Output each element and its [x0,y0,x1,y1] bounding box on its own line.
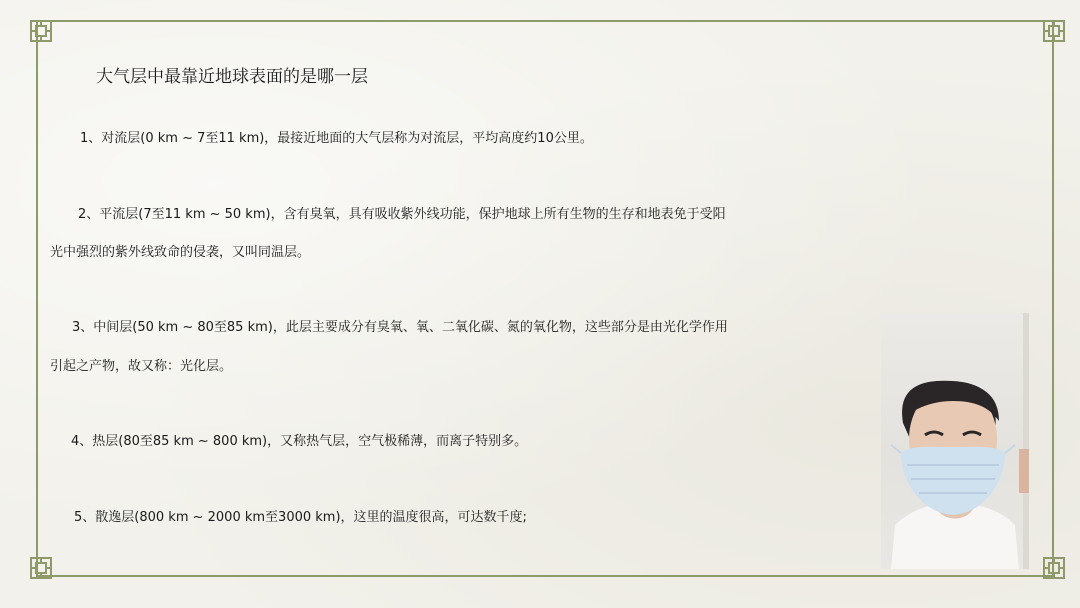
corner-ornament-icon [1042,19,1066,43]
corner-ornament-icon [29,556,53,580]
presenter-webcam-video [881,313,1029,569]
paragraph-stratosphere-line2: 光中强烈的紫外线致命的侵袭，又叫同温层。 [50,245,311,260]
paragraph-thermosphere: 4、热层(80至85 km ~ 800 km)，又称热气层，空气极稀薄，而离子特别多。 [71,434,528,449]
paragraph-stratosphere-line1: 2、平流层(7至11 km ~ 50 km)，含有臭氧，具有吸收紫外线功能，保护地球上所有生物的生存和地表免于受阳 [78,207,726,222]
corner-ornament-icon [1042,556,1066,580]
paragraph-mesosphere-line1: 3、中间层(50 km ~ 80至85 km)，此层主要成分有臭氧、氧、二氧化碳、氮的氧化物，这些部分是由光化学作用 [72,320,728,335]
paragraph-mesosphere-line2: 引起之产物，故又称：光化层。 [50,359,233,374]
slide-title: 大气层中最靠近地球表面的是哪一层 [96,67,368,87]
corner-ornament-icon [29,19,53,43]
paragraph-troposphere: 1、对流层(0 km ~ 7至11 km)，最接近地面的大气层称为对流层，平均高度约10公里。 [80,131,593,146]
paragraph-exosphere: 5、散逸层(800 km ~ 2000 km至3000 km)，这里的温度很高，可达数千度; [74,510,527,525]
